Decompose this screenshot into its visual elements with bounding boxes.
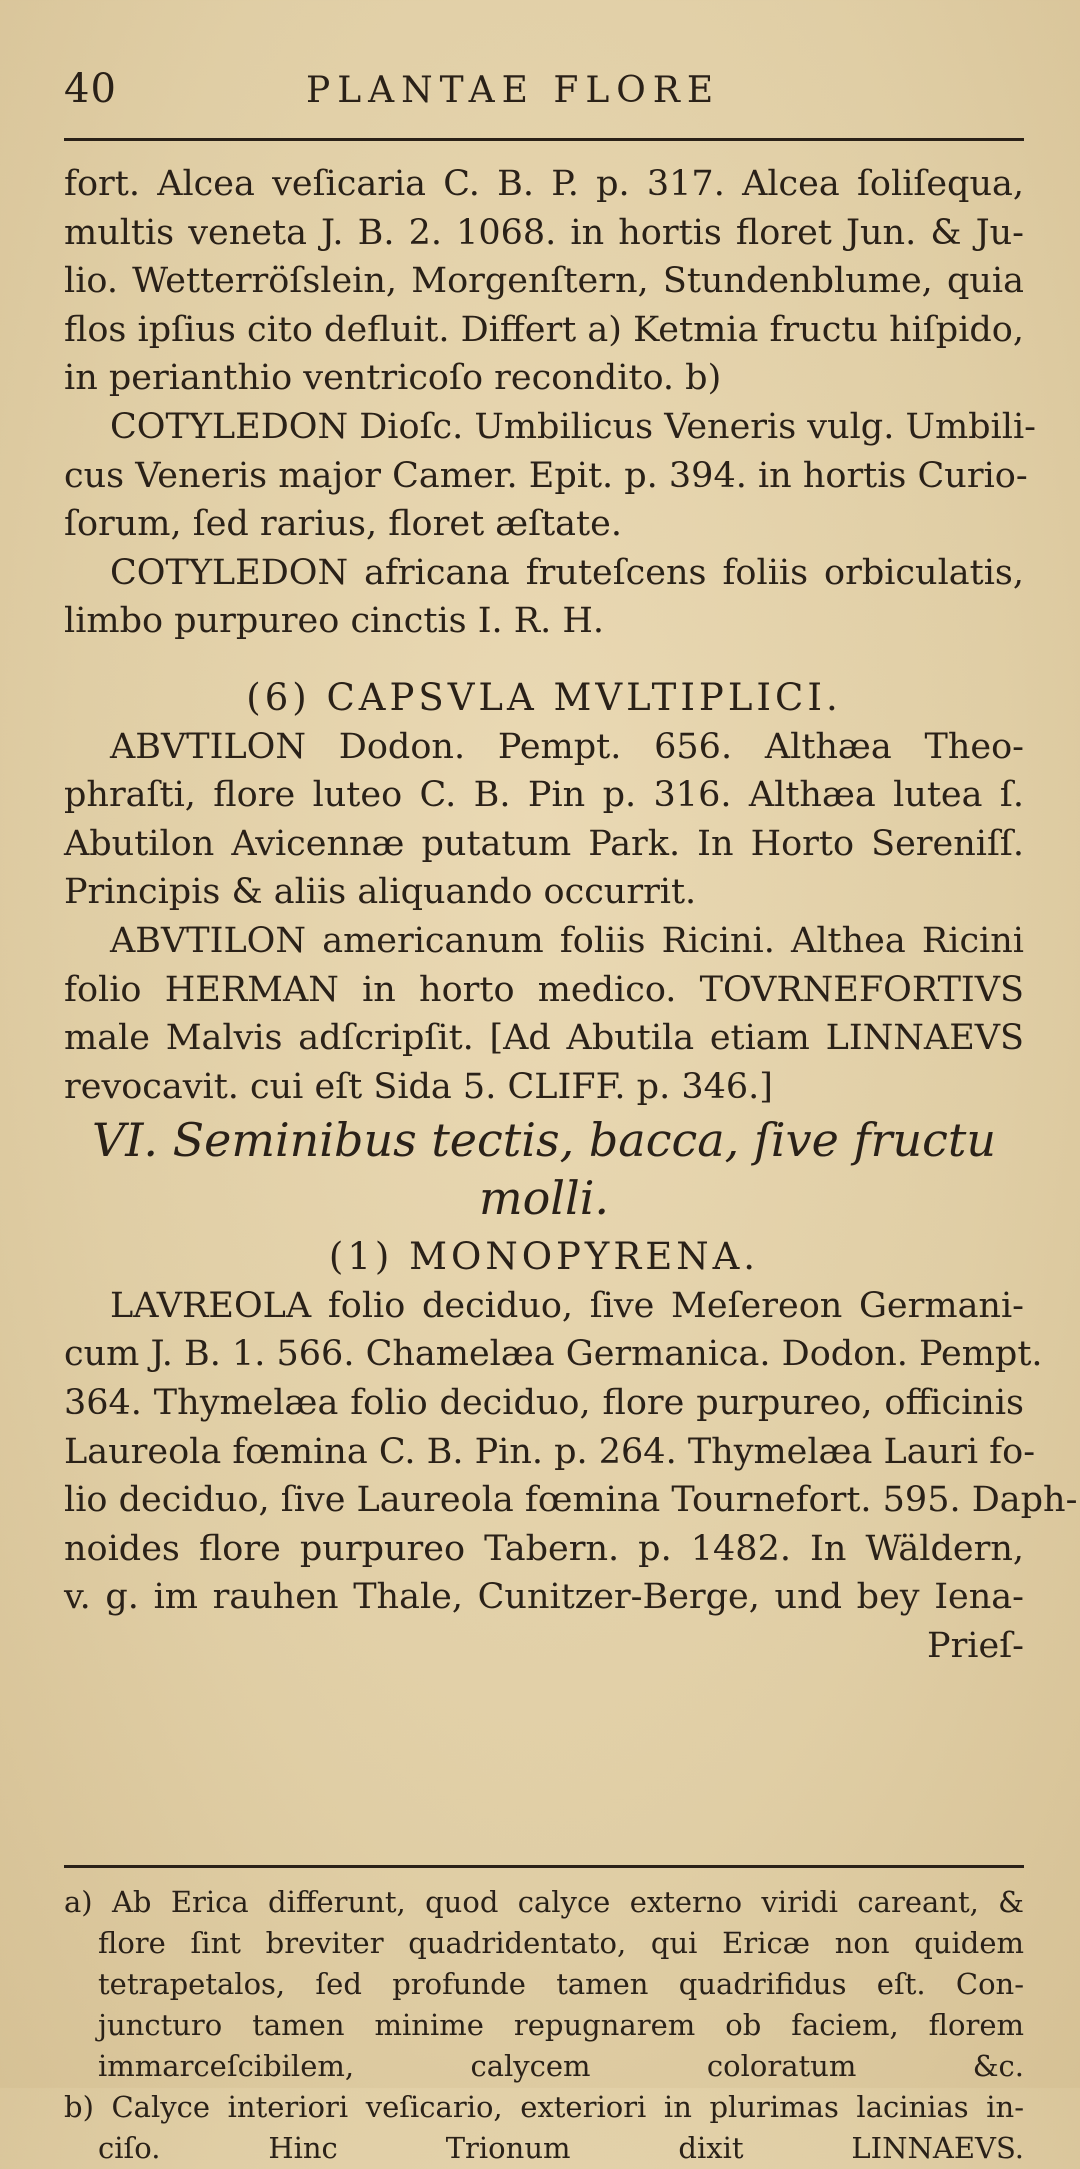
text-line: lio deciduo, ſive Laureola fœmina Tournefort. 595. Daph- xyxy=(64,1480,1078,1521)
text-line: Principis & aliis aliquando occurrit. xyxy=(64,872,697,913)
header-rule xyxy=(64,138,1024,141)
running-title: PLANTAE FLORE xyxy=(306,70,721,111)
text-line: cum J. B. 1. 566. Chamelæa Germanica. Dodon. Pempt. xyxy=(64,1334,1043,1375)
text-line: ABVTILON Dodon. Pempt. 656. Althæa Theo- xyxy=(110,726,1024,767)
footnotes xyxy=(64,1882,1024,2169)
page-number: 40 xyxy=(64,66,117,112)
text-line: ABVTILON americanum foliis Ricini. Althea Ricini xyxy=(110,920,1024,961)
text-line: male Malvis adſcripſit. [Ad Abutila etiam LINNAEVS xyxy=(64,1018,1024,1059)
text-line: cus Veneris major Camer. Epit. p. 394. in hortis Curio- xyxy=(64,455,1028,496)
text-line: ſorum, ſed rarius, floret æſtate. xyxy=(64,504,622,545)
text-line: COTYLEDON africana fruteſcens foliis orbiculatis, xyxy=(110,552,1024,593)
text-line: lio. Wetterröſslein, Morgenſtern, Stundenblume, quia xyxy=(64,261,1024,302)
chapter-heading-cont: molli. xyxy=(478,1171,610,1226)
text-line: COTYLEDON Dioſc. Umbilicus Veneris vulg. Umbili- xyxy=(110,406,1036,447)
main-text xyxy=(64,160,1078,1671)
text-line: Abutilon Avicennæ putatum Park. In Horto Sereniſſ. xyxy=(64,823,1024,864)
footnote-line: tetrapetalos, ſed profunde tamen quadrifidus eſt. Con- xyxy=(98,1967,1024,2001)
footnote-line: flore ſint breviter quadridentato, qui Ericæ non quidem xyxy=(98,1926,1024,1960)
footnote-line: juncturo tamen minime repugnarem ob faciem, florem xyxy=(98,2008,1024,2042)
footnote-line: immarceſcibilem, calycem coloratum &c. xyxy=(98,2049,1024,2083)
footnote-line: ciſo. Hinc Trionum dixit LINNAEVS. xyxy=(98,2131,1024,2165)
text-line: 364. Thymelæa folio deciduo, flore purpureo, officinis xyxy=(64,1383,1024,1424)
section-heading: (1) MONOPYRENA. xyxy=(328,1235,760,1279)
footnote-line: a) Ab Erica differunt, quod calyce externo viridi careant, & xyxy=(64,1885,1024,1919)
chapter-heading: VI. Seminibus tectis, bacca, ſive fructu xyxy=(91,1113,996,1168)
catchword: Prieſ- xyxy=(927,1626,1024,1667)
text-line: fort. Alcea veſicaria C. B. P. p. 317. Alcea ſoliſequa, xyxy=(64,164,1024,204)
text-line: in perianthio ventricoſo recondito. b) xyxy=(64,358,722,399)
text-line: flos ipſius cito defluit. Differt a) Ketmia fructu hiſpido, xyxy=(64,309,1024,350)
text-line: LAVREOLA folio deciduo, ſive Meſereon Germani- xyxy=(110,1285,1024,1326)
section-heading: (6) CAPSVLA MVLTIPLICI. xyxy=(246,675,842,719)
text-line: folio HERMAN in horto medico. TOVRNEFORTIVS xyxy=(64,969,1024,1010)
book-page xyxy=(64,60,1078,2165)
page-header xyxy=(64,60,1024,116)
text-line: revocavit. cui eſt Sida 5. CLIFF. p. 346.] xyxy=(64,1066,773,1107)
text-line: Laureola fœmina C. B. Pin. p. 264. Thymelæa Lauri fo- xyxy=(64,1431,1036,1472)
text-line: phraſti, flore luteo C. B. Pin p. 316. Althæa lutea ſ. xyxy=(64,775,1024,816)
footnote-rule xyxy=(64,1865,1024,1868)
footnote-line: b) Calyce interiori veſicario, exteriori in plurimas lacinias in- xyxy=(64,2090,1024,2124)
text-line: v. g. im rauhen Thale, Cunitzer-Berge, und bey Iena- xyxy=(64,1577,1024,1618)
text-line: limbo purpureo cinctis I. R. H. xyxy=(64,601,605,642)
text-line: noides flore purpureo Tabern. p. 1482. In Wäldern, xyxy=(64,1528,1024,1569)
text-line: multis veneta J. B. 2. 1068. in hortis floret Jun. & Ju- xyxy=(64,212,1024,253)
